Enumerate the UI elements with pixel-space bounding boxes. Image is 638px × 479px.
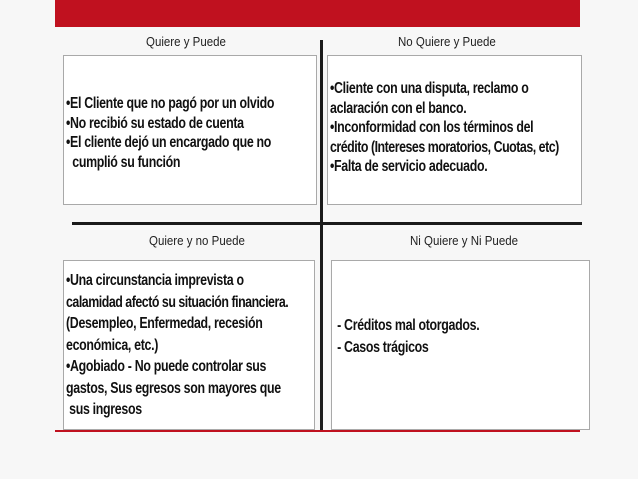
vertical-axis	[320, 40, 323, 432]
bottom-accent-line	[55, 430, 580, 432]
list-item: (Desempleo, Enfermedad, recesión	[66, 315, 263, 332]
list-item: calamidad afectó su situación financiera.	[66, 293, 289, 311]
heading-ni-quiere-ni-puede: Ni Quiere y Ni Puede	[410, 234, 519, 248]
list-item: •El Cliente que no pagó por un olvido	[66, 95, 275, 112]
list-item: económica, etc.)	[66, 336, 159, 354]
list-item: - Casos trágicos	[334, 339, 429, 356]
list-item: •Agobiado - No puede controlar sus	[66, 358, 267, 375]
list-item: cumplió su función	[66, 153, 181, 171]
quadrant-text-top-left	[66, 94, 274, 172]
list-item: aclaración con el banco.	[330, 99, 467, 117]
list-item: •Inconformidad con los términos del	[330, 119, 534, 136]
list-item: •Cliente con una disputa, reclamo o	[330, 80, 529, 97]
list-item: •Falta de servicio adecuado.	[330, 158, 488, 175]
list-item: •El cliente dejó un encargado que no	[66, 134, 272, 151]
quadrant-text-top-right	[330, 79, 559, 177]
quadrant-text-bottom-left	[66, 270, 288, 421]
heading-no-quiere-y-puede: No Quiere y Puede	[398, 35, 496, 49]
list-item: sus ingresos	[66, 401, 142, 418]
list-item: •Una circunstancia imprevista o	[66, 272, 244, 289]
heading-quiere-y-no-puede: Quiere y no Puede	[149, 234, 245, 248]
horizontal-axis	[72, 222, 582, 225]
list-item: crédito (Intereses moratorios, Cuotas, etc)	[330, 138, 559, 156]
list-item: - Créditos mal otorgados.	[334, 317, 480, 334]
list-item: gastos, Sus egresos son mayores que	[66, 379, 281, 397]
list-item: •No recibió su estado de cuenta	[66, 114, 244, 132]
top-accent-bar	[55, 0, 580, 27]
quadrant-text-bottom-right	[334, 315, 479, 359]
heading-quiere-y-puede: Quiere y Puede	[146, 35, 226, 49]
